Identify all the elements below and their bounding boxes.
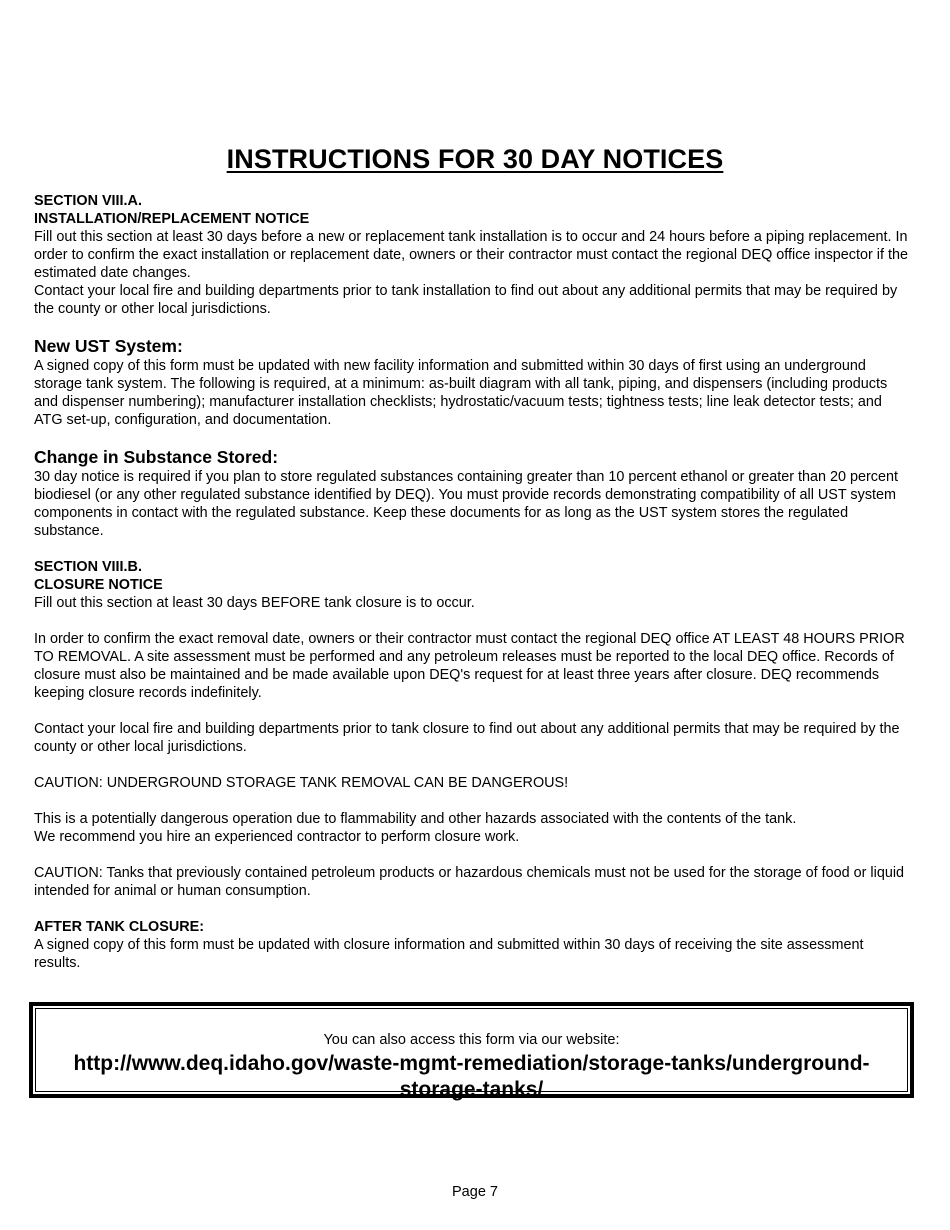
paragraph: Fill out this section at least 30 days before a new or replacement tank installation is to occur and 24 hours before a piping replacement. In order to confirm the exact installation or replacement date, owners or their contractor must contact the regional DEQ office inspector if the estimated date changes. xyxy=(34,229,908,281)
section-viii-a xyxy=(34,192,910,318)
website-link[interactable]: http://www.deq.idaho.gov/waste-mgmt-remediation/storage-tanks/underground-storage-tanks/ xyxy=(73,1052,870,1101)
paragraph: Contact your local fire and building departments prior to tank installation to find out about any additional permits that may be required by the county or other local jurisdictions. xyxy=(34,283,898,317)
document-body xyxy=(34,192,910,972)
after-tank-closure xyxy=(34,918,910,972)
section-label: SECTION VIII.B. xyxy=(34,559,142,575)
paragraph: 30 day notice is required if you plan to store regulated substances containing greater than 10 percent ethanol or greater than 20 percent biodiesel (or any other regulated substance identified by DEQ). You must provide records demonstrating compatibility of all UST system components in contact with the regulated substance. Keep these documents for as long as the UST system stores the regulated substance. xyxy=(34,469,899,539)
website-box xyxy=(29,1002,914,1101)
paragraph: Contact your local fire and building departments prior to tank closure to find out about any additional permits that may be required by the county or other local jurisdictions. xyxy=(34,721,900,755)
website-intro: You can also access this form via our website: xyxy=(323,1032,620,1048)
caution-text: CAUTION: UNDERGROUND STORAGE TANK REMOVAL CAN BE DANGEROUS! xyxy=(34,775,569,791)
paragraph: We recommend you hire an experienced contractor to perform closure work. xyxy=(34,829,520,845)
subsection-heading: Change in Substance Stored: xyxy=(34,447,279,467)
paragraph: A signed copy of this form must be updated with new facility information and submitted within 30 days of first using an underground storage tank system. The following is required, at a minimum: as-built diagram with all tank, piping, and dispensers (including products and dispenser numbering); manufacturer installation checklists; hydrostatic/vacuum tests; tightness tests; line leak detector tests; and ATG set-up, configuration, and documentation. xyxy=(34,358,888,428)
paragraph: Fill out this section at least 30 days BEFORE tank closure is to occur. xyxy=(34,595,475,611)
paragraph: This is a potentially dangerous operation due to flammability and other hazards associated with the contents of the tank. xyxy=(34,811,797,827)
section-label: SECTION VIII.A. xyxy=(34,193,142,209)
section-heading: CLOSURE NOTICE xyxy=(34,577,163,593)
change-in-substance xyxy=(34,447,910,540)
page-number: Page 7 xyxy=(452,1184,498,1200)
section-viii-b xyxy=(34,558,910,900)
caution-text: CAUTION: Tanks that previously contained petroleum products or hazardous chemicals must not be used for the storage of food or liquid intended for animal or human consumption. xyxy=(34,865,905,899)
new-ust-system xyxy=(34,336,910,429)
paragraph: A signed copy of this form must be updated with closure information and submitted within 30 days of receiving the site assessment results. xyxy=(34,937,864,971)
subsection-heading: New UST System: xyxy=(34,336,183,356)
section-heading: INSTALLATION/REPLACEMENT NOTICE xyxy=(34,211,310,227)
paragraph: In order to confirm the exact removal date, owners or their contractor must contact the regional DEQ office AT LEAST 48 HOURS PRIOR TO REMOVAL. A site assessment must be performed and any petroleum releases must be reported to the local DEQ office. Records of closure must also be maintained and be made available upon DEQ's request for at least three years after closure. DEQ recommends keeping closure records indefinitely. xyxy=(34,631,905,701)
page-title: INSTRUCTIONS FOR 30 DAY NOTICES xyxy=(226,144,724,175)
section-heading: AFTER TANK CLOSURE: xyxy=(34,919,205,935)
